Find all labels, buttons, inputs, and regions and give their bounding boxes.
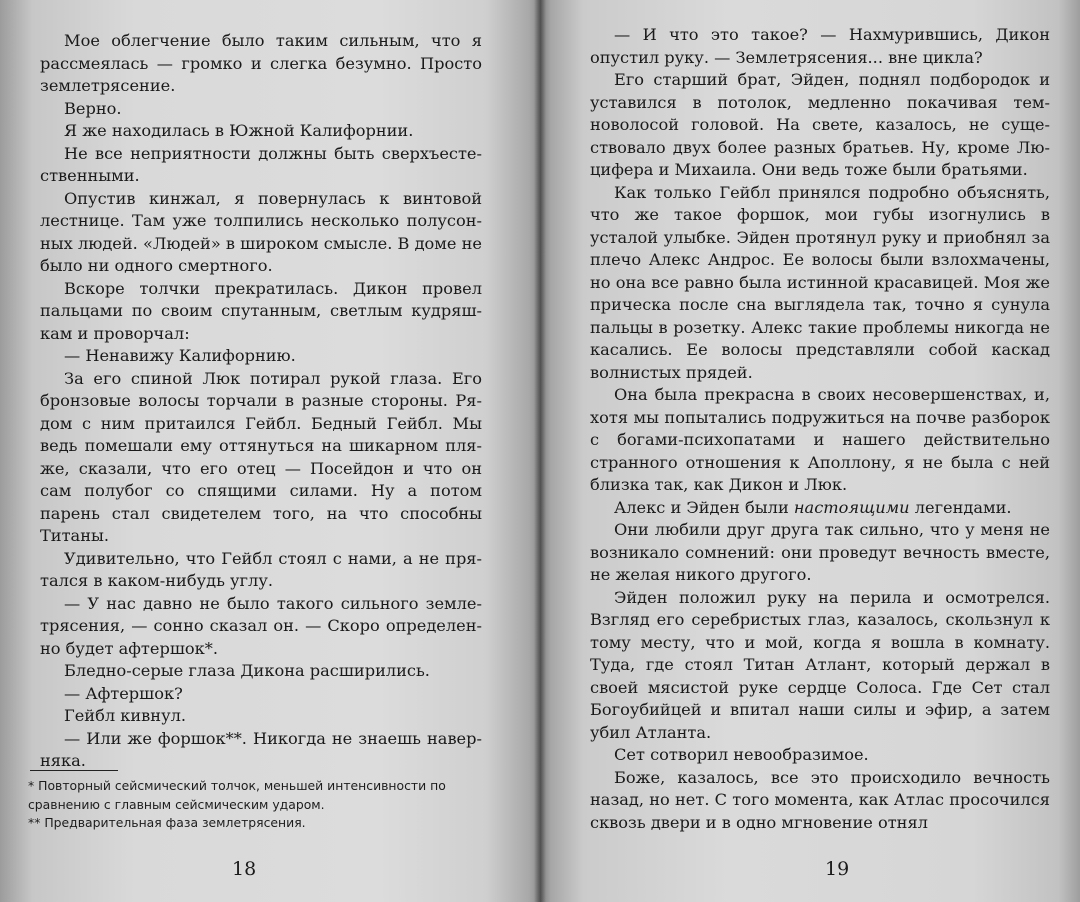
paragraph: Она была прекрасна в своих несовершенствах, и, хотя мы попытались подружиться на почве разборок с богами-психопатами и нашего действительно странного отношения к Аполлону, я не была с ней близка так, как Дикон и Люк. [590,385,1050,494]
right-page-body [590,24,1050,834]
text-run: Алекс и Эйден были [614,497,794,517]
footnote-divider [30,770,118,771]
right-page [540,0,1080,902]
paragraph: Я же находилась в Южной Калифорнии. [64,121,414,140]
paragraph: — У нас давно не было такого сильного землетрясения, — сонно сказал он. — Скоро определенно будет афтершок*. [40,593,482,658]
paragraph: Как только Гейбл принялся подробно объяснять, что же такое форшок, мои губы изогнулись в усталой улыбке. Эйден протянул руку и приобнял за плечо Алекс Андрос. Ее волосы были взлохмачены, но она все равно была истинной красавицей. Моя же прическа после сна выглядела так, точно я сунула пальцы в розетку. Алекс такие проблемы никогда не касались. Ее волосы представляли собой каскад волнистых прядей. [590,182,1050,382]
paragraph: Вскоре толчки прекратилась. Дикон провел пальцами по своим спутанным, светлым кудряшкам и проворчал: [40,278,482,343]
paragraph: — Афтершок? [64,683,183,703]
footnotes [28,777,498,833]
paragraph: Гейбл кивнул. [64,706,187,725]
paragraph: Они любили друг друга так сильно, что у меня не возникало сомнений: они проведут вечность вместе, не желая никого другого. [590,520,1050,584]
paragraph: Верно. [64,98,122,118]
paragraph [590,497,1050,520]
footnote-1: * Повторный сейсмический толчок, меньшей интенсивности по сравнению с главным сейсмическим ударом. [28,778,446,812]
paragraph: Бледно-серые глаза Дикона расширились. [64,661,430,680]
page-number-right: 19 [825,858,850,880]
paragraph: Эйден положил руку на перила и осмотрелся. Взгляд его серебристых глаз, казалось, скользнул к тому месту, что и мой, когда я вошла в комнату. Туда, где стоял Титан Атлант, который держал в своей мясистой руке сердце Солоса. Где Сет стал Богоубийцей и впитал наши силы и эфир, а затем убил Атланта. [590,587,1050,742]
book-spine-shadow [534,0,546,902]
paragraph: — Или же форшок**. Никогда не знаешь наверняка. [40,728,482,770]
paragraph: Его старший брат, Эйден, поднял подбородок и уставился в потолок, медленно покачивая темноволосой головой. На свете, казалось, не существовало двух более разных братьев. Ну, кроме Люцифера и Михаила. Они ведь тоже были братьями. [590,70,1050,179]
paragraph: Боже, казалось, все это происходило вечность назад, но нет. С того момента, как Атлас просочился сквозь двери и в одно мгновение отнял [590,767,1050,832]
footnote-2: ** Предварительная фаза землетрясения. [28,815,306,830]
paragraph: За его спиной Люк потирал рукой глаза. Его бронзовые волосы торчали в разные стороны. Рядом с ним притаился Гейбл. Бедный Гейбл. Мы ведь помешали ему оттянуться на шикарном пляже, сказали, что его отец — Посейдон и что он сам полубог со спящими силами. Ну а потом парень стал свидетелем того, на что способны Титаны. [40,368,482,545]
page-number-left: 18 [232,858,257,880]
paragraph: Удивительно, что Гейбл стоял с нами, а не прятался в каком-нибудь углу. [40,548,482,590]
paragraph: Сет сотворил невообразимое. [614,745,869,764]
paragraph: Мое облегчение было таким сильным, что я рассмеялась — громко и слегка безумно. Просто землетрясение. [40,31,482,95]
emphasis: настоящими [793,497,910,517]
text-run: легендами. [909,497,1012,517]
paragraph: — И что это такое? — Нахмурившись, Дикон опустил руку. — Землетрясения... вне цикла? [590,25,1050,67]
paragraph: Не все неприятности должны быть сверхъестественными. [40,143,482,185]
left-page-body [40,30,482,773]
paragraph: — Ненавижу Калифорнию. [64,346,296,365]
paragraph: Опустив кинжал, я повернулась к винтовой лестнице. Там уже толпились несколько полусонных людей. «Людей» в широком смысле. В доме не было ни одного смертного. [40,188,482,275]
